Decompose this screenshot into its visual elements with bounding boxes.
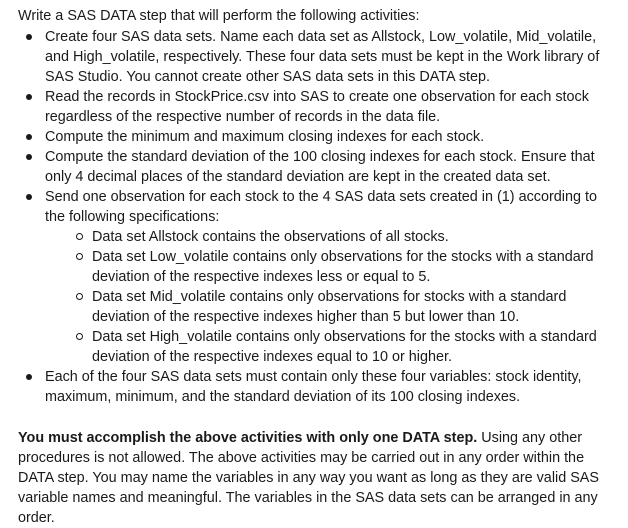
hollow-bullet-icon xyxy=(76,333,83,340)
closing-bold-text: You must accomplish the above activities with only one DATA step. xyxy=(18,430,478,446)
sub-list-item-text: Data set Allstock contains the observations of all stocks. xyxy=(92,229,449,245)
sub-list-item xyxy=(45,327,614,367)
list-item xyxy=(18,127,614,147)
closing-text: Using any other procedures is not allowed. The above activities may be carried out in any order within the DATA step. You may name the variables in any way you want as long as they are valid SAS variable names and meaningful. The variables in the SAS data sets can be arranged in any order. xyxy=(18,430,600,526)
list-item-text: Create four SAS data sets. Name each data set as Allstock, Low_volatile, Mid_volatile, and High_volatile, respectively. These four data sets must be kept in the Work library of SAS Studio. You cannot create other SAS data sets in this DATA step. xyxy=(45,29,600,85)
bullet-icon xyxy=(26,154,32,160)
sub-list-item xyxy=(45,247,614,287)
list-item-text: Compute the minimum and maximum closing indexes for each stock. xyxy=(45,129,485,145)
list-item xyxy=(18,147,614,187)
intro-text: Write a SAS DATA step that will perform the following activities: xyxy=(18,8,420,24)
list-item xyxy=(18,87,614,127)
hollow-bullet-icon xyxy=(76,233,83,240)
list-item xyxy=(18,367,614,407)
bullet-icon xyxy=(26,374,32,380)
list-item xyxy=(18,187,614,367)
bullet-icon xyxy=(26,94,32,100)
sub-list-item-text: Data set Mid_volatile contains only observations for stocks with a standard deviation of the respective indexes higher than 5 but lower than 10. xyxy=(92,289,567,325)
hollow-bullet-icon xyxy=(76,293,83,300)
hollow-bullet-icon xyxy=(76,253,83,260)
activity-list xyxy=(18,27,614,407)
bullet-icon xyxy=(26,194,32,200)
list-item xyxy=(18,27,614,87)
sub-list-item-text: Data set High_volatile contains only observations for the stocks with a standard deviation of the respective indexes equal to 10 or higher. xyxy=(92,329,597,365)
sub-list-item xyxy=(45,227,614,247)
list-item-text: Each of the four SAS data sets must contain only these four variables: stock identity, maximum, minimum, and the standard deviation of its 100 closing indexes. xyxy=(45,369,582,405)
sub-list-item xyxy=(45,287,614,327)
closing-paragraph xyxy=(18,428,614,528)
specification-list xyxy=(45,227,614,367)
list-item-text: Read the records in StockPrice.csv into SAS to create one observation for each stock regardless of the respective number of records in the data file. xyxy=(45,89,589,125)
list-item-text: Compute the standard deviation of the 100 closing indexes for each stock. Ensure that only 4 decimal places of the standard deviation are kept in the created data set. xyxy=(45,149,595,185)
bullet-icon xyxy=(26,34,32,40)
bullet-icon xyxy=(26,134,32,140)
sub-list-item-text: Data set Low_volatile contains only observations for the stocks with a standard deviation of the respective indexes less or equal to 5. xyxy=(92,249,594,285)
list-item-text: Send one observation for each stock to the 4 SAS data sets created in (1) according to the following specifications: xyxy=(45,189,597,225)
